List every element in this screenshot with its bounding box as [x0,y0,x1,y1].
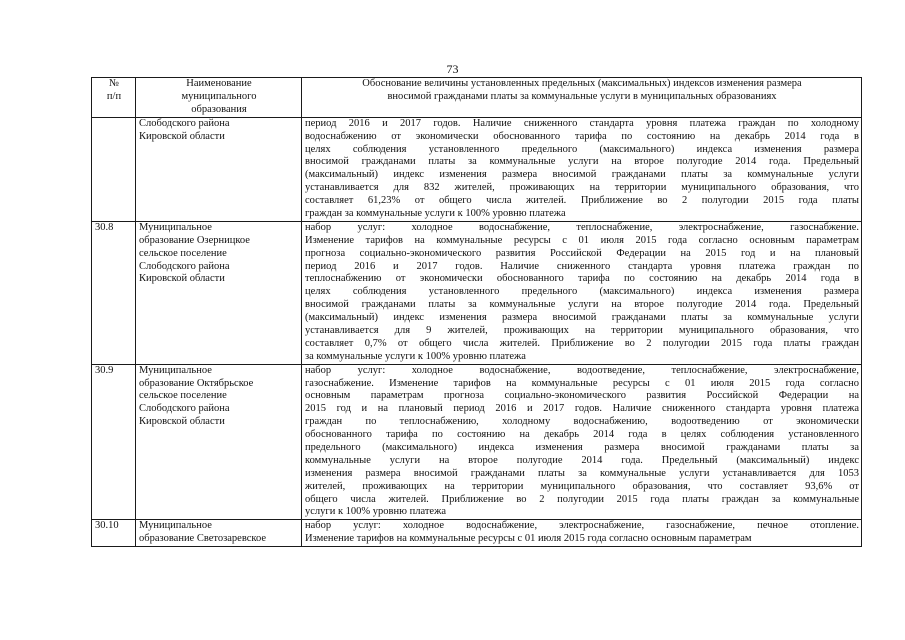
justification-line: 2015 год и на плановый период 2016 и 2017 годов. Наличие сниженного стандарта уровня платежа [305,403,859,415]
justification-line: предельного (максимального) индекса изменения размера вносимой гражданами платы за [305,441,859,453]
municipality-name-line: Муниципальное [139,364,212,376]
municipality-name [136,520,302,547]
header-number [92,78,136,118]
justification-line: жителей, проживающих на территории муниципального образования, что составляет 93,6% от [305,480,859,492]
municipality-name-line: Кировской области [139,273,225,285]
justification-line: услуги к 100% уровню платежа [305,506,447,518]
municipality-name-line: Слободского района [139,260,230,272]
header-number-line: № [108,78,120,89]
justification-text [302,364,862,520]
justification-line: за коммунальные услуги к 100% уровню платежа [305,350,526,362]
justification-line: (максимальный) индекс изменения размера вносимой гражданами платы за коммунальные услуги [305,312,859,324]
justification-line: целях соблюдения установленного предельного (максимального) индекса изменения размера [305,143,859,155]
justification-line: коммунальные услуги на второе полугодие 2014 года. Предельный (максимальный) индекс [305,454,859,466]
header-name-line: образования [191,103,247,115]
row-number: 30.10 [92,520,136,547]
justification-line: обоснованного тарифа по состоянию на декабрь 2014 года в целях соблюдения установленного [305,429,859,441]
justification-line: вносимой гражданами платы за коммунальные услуги на второе полугодие 2014 года. Предельный [305,299,859,311]
justification-line: период 2016 и 2017 годов. Наличие сниженного стандарта уровня платежа граждан по холодному [305,117,859,129]
justification-line: граждан по теплоснабжению, холодному водоснабжению, водоотведению от экономически [305,416,859,428]
justification-line: газоснабжение. Изменение тарифов на коммунальные ресурсы с 01 июля 2015 года согласно [305,377,859,389]
row-number: 30.9 [92,364,136,520]
municipality-name-line: Кировской области [139,130,225,142]
table-row [92,520,862,547]
header-name-line: Наименование [186,78,252,89]
justification-line: составляет 0,7% от общего числа жителей. Приближение во 2 полугодии 2015 года платы граждан [305,337,859,349]
tariff-justification-table [91,77,862,547]
justification-line: водоснабжению от экономически обоснованного тарифа по состоянию на декабрь 2014 года в [305,130,859,142]
justification-line: период 2016 и 2017 годов. Наличие сниженного стандарта уровня платежа граждан по [305,260,859,272]
justification-line: набор услуг: холодное водоснабжение, электроснабжение, газоснабжение, печное отопление. [305,520,859,532]
justification-text [302,221,862,364]
justification-line: теплоснабжению от экономически обоснованного тарифа по состоянию на декабрь 2014 года в [305,273,859,285]
header-desc-line: Обоснование величины установленных предельных (максимальных) индексов изменения размера [362,78,802,89]
municipality-name-line: Муниципальное [139,221,212,233]
justification-line: целях соблюдения установленного предельного (максимального) индекса изменения размера [305,286,859,298]
municipality-name [136,364,302,520]
header-municipality-name [136,78,302,118]
municipality-name [136,221,302,364]
justification-line: составляет 61,23% от общего числа жителей. Приближение во 2 полугодии 2015 года платы [305,195,859,207]
page-number: 73 [446,62,459,76]
justification-line: Изменение тарифов на коммунальные ресурсы с 01 июля 2015 года согласно основным параметрам [305,533,752,545]
municipality-name-line: образование Октябрьское [139,377,254,389]
municipality-name-line: сельское поселение [139,390,227,402]
justification-line: набор услуг: холодное водоснабжение, водоотведение, теплоснабжение, электроснабжение, [305,364,859,376]
municipality-name-line: Муниципальное [139,520,212,532]
municipality-name-line: Слободского района [139,403,230,415]
municipality-name-line: Кировской области [139,416,225,428]
justification-line: вносимой гражданами платы за коммунальные услуги на второе полугодие 2014 года. Предельный [305,156,859,168]
row-number [92,117,136,221]
justification-text [302,520,862,547]
header-justification [302,78,862,118]
municipality-name-line: образование Светозаревское [139,533,266,545]
municipality-name [136,117,302,221]
justification-line: общего числа жителей. Приближение во 2 полугодии 2015 года платы граждан за коммунальные [305,493,859,505]
table-header-row [92,78,862,118]
header-desc-line: вносимой гражданами платы за коммунальные услуги в муниципальных образованиях [387,90,777,102]
justification-line: изменения размера вносимой гражданами платы за коммунальные услуги устанавливается для 1053 [305,467,859,479]
justification-line: устанавливается для 9 жителей, проживающих на территории муниципального образования, что [305,324,859,336]
justification-text [302,117,862,221]
table-row [92,364,862,520]
header-name-line: муниципального [181,90,257,102]
justification-line: граждан за коммунальные услуги к 100% уровню платежа [305,207,566,219]
table-row [92,117,862,221]
justification-line: Изменение тарифов на коммунальные ресурсы с 01 июля 2015 года согласно основным параметрам [305,234,859,246]
justification-line: прогноза социально-экономического развития Российской Федерации на 2015 год и на плановый [305,247,859,259]
justification-line: основным параметрам прогноза социально-экономического развития Российской Федерации на [305,390,859,402]
municipality-name-line: образование Озерницкое [139,234,250,246]
table-row [92,221,862,364]
header-number-line: п/п [106,90,122,102]
municipality-name-line: Слободского района [139,117,230,129]
justification-line: набор услуг: холодное водоснабжение, теплоснабжение, электроснабжение, газоснабжение. [305,221,859,233]
justification-line: (максимальный) индекс изменения размера вносимой гражданами платы за коммунальные услуги [305,169,859,181]
municipality-name-line: сельское поселение [139,247,227,259]
justification-line: устанавливается для 832 жителей, проживающих на территории муниципального образования, что [305,182,859,194]
row-number: 30.8 [92,221,136,364]
